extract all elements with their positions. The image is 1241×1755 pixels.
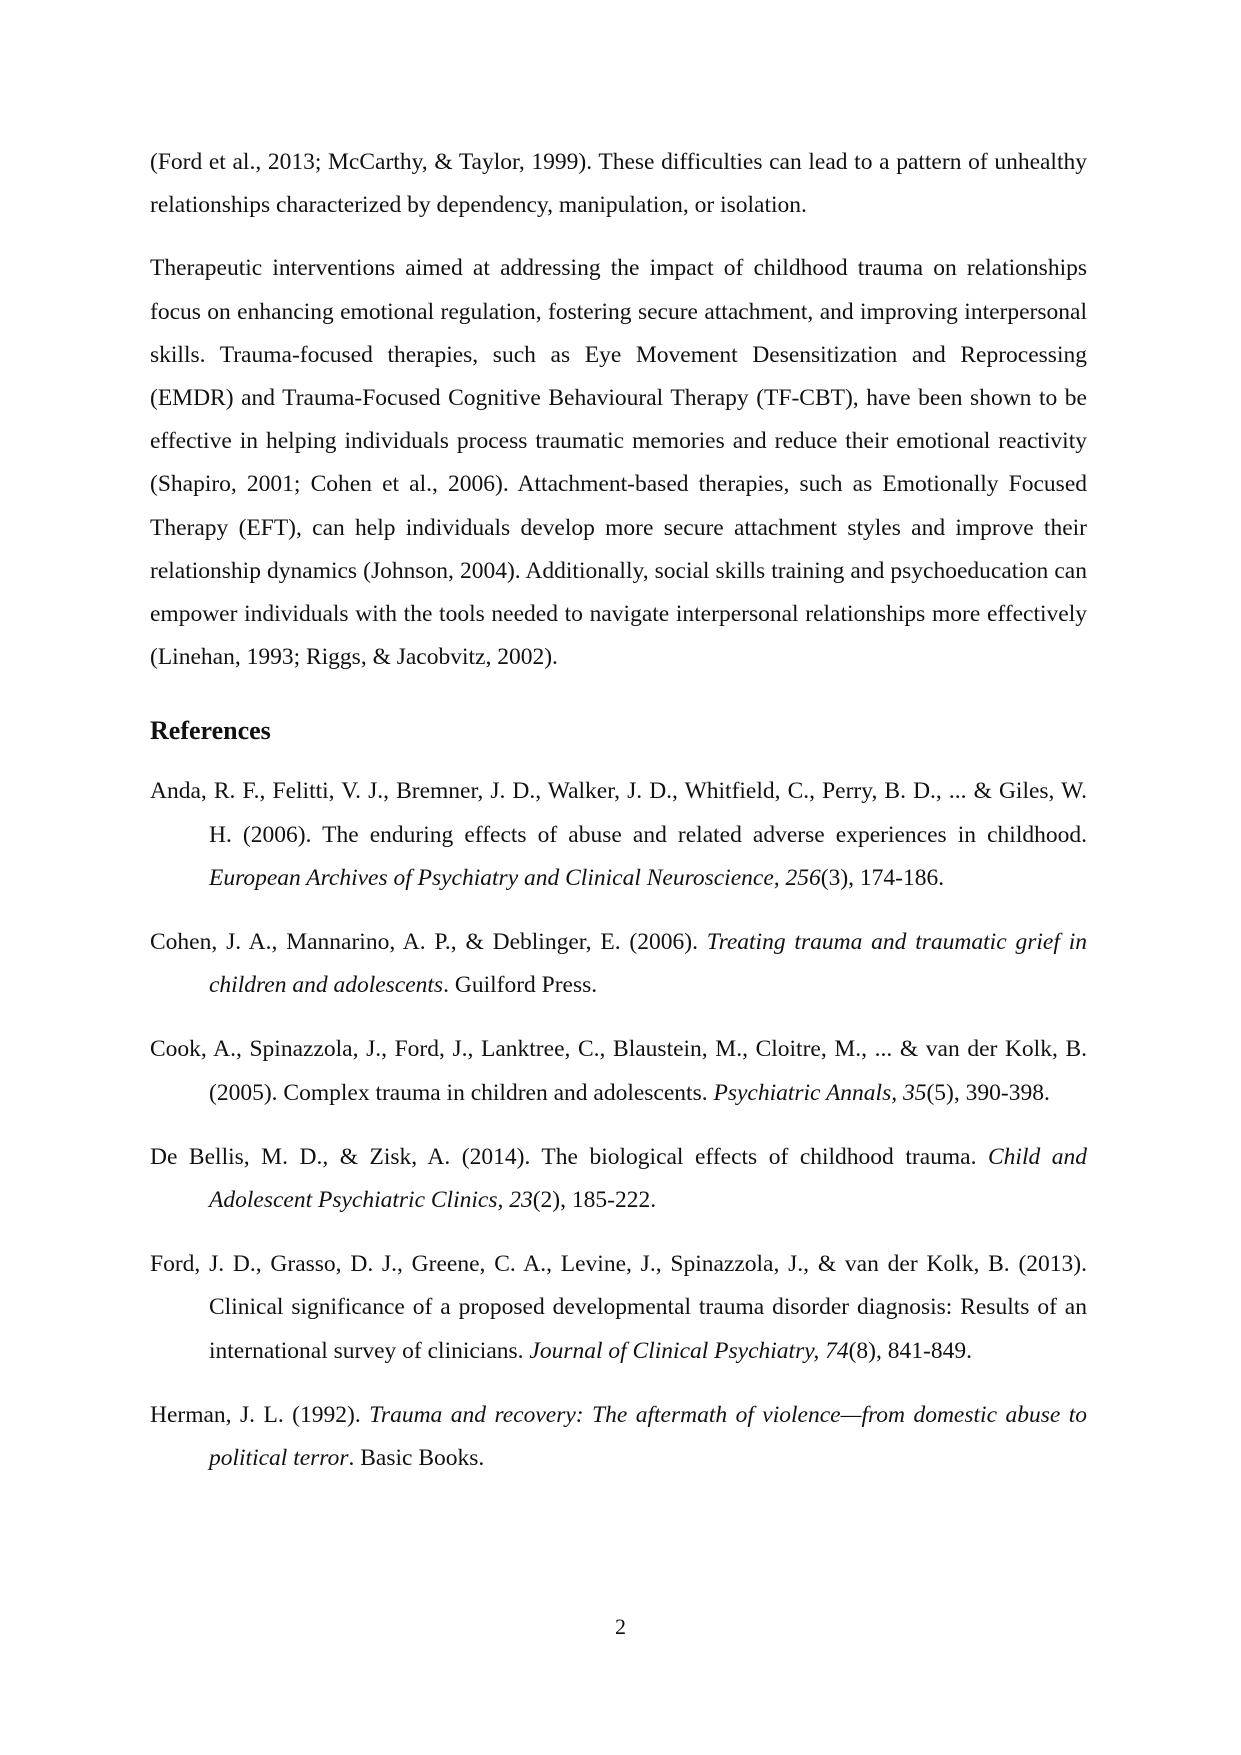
references-heading: References (150, 716, 271, 746)
reference-source-italic: European Archives of Psychiatry and Clinical Neuroscience, 256 (209, 864, 821, 891)
reference-text: Cohen, J. A., Mannarino, A. P., & Deblinger, E. (2006). (150, 929, 707, 956)
reference-details: (8), 841-849. (848, 1337, 972, 1364)
reference-source-italic: Child and Adolescent Psychiatric Clinics, 23 (209, 1143, 1088, 1214)
reference-entry (150, 1136, 1087, 1222)
reference-details: (5), 390-398. (926, 1079, 1050, 1106)
reference-text: Ford, J. D., Grasso, D. J., Greene, C. A., Levine, J., Spinazzola, J., & van der Kolk, B. (2013). Clinical significance of a proposed developmental trauma disorder diagnosis: Results of an international survey of clinicians. (150, 1251, 1087, 1364)
reference-source-italic: Treating trauma and traumatic grief in children and adolescents (209, 929, 1087, 999)
reference-entry (150, 1243, 1087, 1373)
reference-details: . Basic Books. (348, 1445, 485, 1472)
reference-entry (150, 1028, 1087, 1114)
reference-entry (150, 1394, 1087, 1480)
reference-text: Cook, A., Spinazzola, J., Ford, J., Lanktree, C., Blaustein, M., Cloitre, M., ... & van der Kolk, B. (2005). Complex trauma in children and adolescents. (150, 1036, 1087, 1106)
reference-source-italic: Trauma and recovery: The aftermath of violence—from domestic abuse to political terror (209, 1401, 1087, 1472)
body-paragraph: Therapeutic interventions aimed at addressing the impact of childhood trauma on relationships focus on enhancing emotional regulation, fostering secure attachment, and improving interpersonal skills. Trauma-focused therapies, such as Eye Movement Desensitization and Reprocessing (EMDR) and Trauma-Focused Cognitive Behavioural Therapy (TF-CBT), have been shown to be effective in helping individuals process traumatic memories and reduce their emotional reactivity (Shapiro, 2001; Cohen et al., 2006). Attachment-based therapies, such as Emotionally Focused Therapy (EFT), can help individuals develop more secure attachment styles and improve their relationship dynamics (Johnson, 2004). Additionally, social skills training and psychoeducation can empower individuals with the tools needed to navigate interpersonal relationships more effectively (Linehan, 1993; Riggs, & Jacobvitz, 2002). (150, 255, 1087, 671)
reference-details: (2), 185-222. (532, 1187, 657, 1214)
reference-text: Anda, R. F., Felitti, V. J., Bremner, J. D., Walker, J. D., Whitfield, C., Perry, B. D., ... & Giles, W. H. (2006). The enduring effects of abuse and related adverse experiences in childhood. (150, 778, 1087, 848)
reference-entry (150, 770, 1087, 900)
body-paragraph: (Ford et al., 2013; McCarthy, & Taylor, 1999). These difficulties can lead to a pattern of unhealthy relationships characterized by dependency, manipulation, or isolation. (150, 149, 1087, 219)
reference-source-italic: Psychiatric Annals, 35 (713, 1079, 927, 1106)
reference-details: (3), 174-186. (820, 864, 945, 891)
page-number: 2 (615, 1614, 626, 1639)
reference-entry (150, 921, 1087, 1007)
reference-source-italic: Journal of Clinical Psychiatry, 74 (529, 1337, 849, 1364)
reference-text: Herman, J. L. (1992). (150, 1401, 370, 1428)
page-content (150, 141, 1087, 1501)
reference-list (150, 770, 1087, 1480)
reference-text: De Bellis, M. D., & Zisk, A. (2014). The biological effects of childhood trauma. (150, 1143, 988, 1170)
reference-details: . Guilford Press. (443, 972, 598, 999)
